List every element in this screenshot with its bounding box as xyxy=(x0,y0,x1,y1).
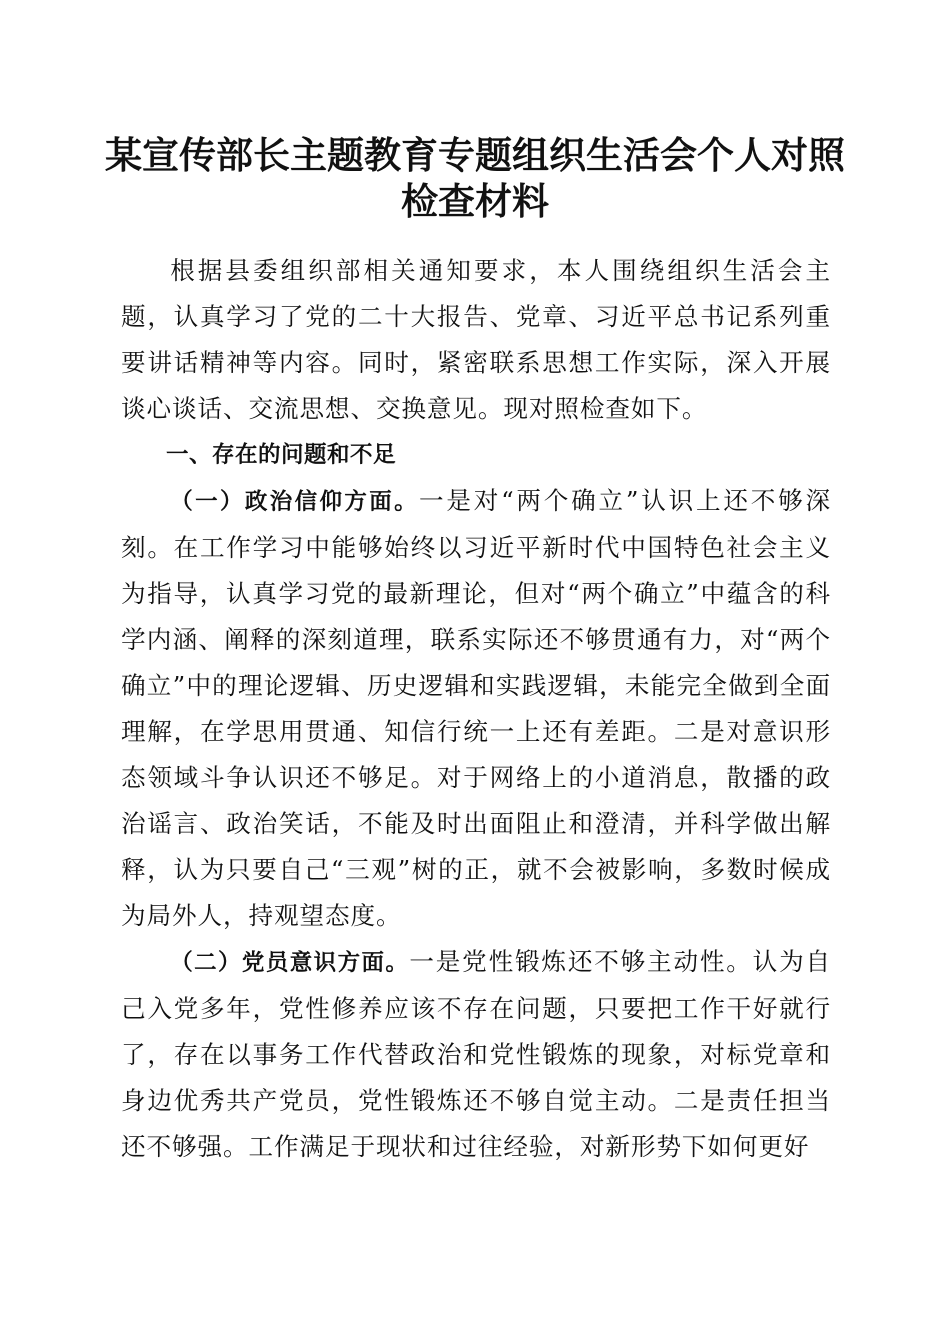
political-belief-paragraph xyxy=(121,478,831,939)
party-awareness-heading: （二）党员意识方面。 xyxy=(170,950,410,976)
party-awareness-text: 一是党性锻炼还不够主动性。认为自己入党多年，党性修养应该不存在问题，只要把工作干好就行了，存在以事务工作代替政治和党性锻炼的现象，对标党章和身边优秀共产党员，党性锻炼还不够自觉主动。二是责任担当还不够强。工作满足于现状和过往经验，对新形势下如何更好 xyxy=(121,947,831,1161)
document-body xyxy=(121,248,831,1170)
intro-paragraph: 根据县委组织部相关通知要求，本人围绕组织生活会主题，认真学习了党的二十大报告、党章、习近平总书记系列重要讲话精神等内容。同时，紧密联系思想工作实际，深入开展谈心谈话、交流思想、交换意见。现对照检查如下。 xyxy=(121,256,831,423)
political-belief-text: 一是对“两个确立”认识上还不够深刻。在工作学习中能够始终以习近平新时代中国特色社会主义为指导，认真学习党的最新理论，但对“两个确立”中蕴含的科学内涵、阐释的深刻道理，联系实际还不够贯通有力，对“两个确立”中的理论逻辑、历史逻辑和实践逻辑，未能完全做到全面理解，在学思用贯通、知信行统一上还有差距。二是对意识形态领域斗争认识还不够足。对于网络上的小道消息，散播的政治谣言、政治笑话，不能及时出面阻止和澄清，并科学做出解释，认为只要自己“三观”树的正，就不会被影响，多数时候成为局外人，持观望态度。 xyxy=(121,486,831,930)
party-awareness-paragraph xyxy=(121,939,831,1170)
political-belief-heading: （一）政治信仰方面。 xyxy=(170,489,419,515)
section-heading-problems: 一、存在的问题和不足 xyxy=(166,442,397,468)
document-title: 某宣传部长主题教育专题组织生活会个人对照检查材料 xyxy=(105,133,845,223)
